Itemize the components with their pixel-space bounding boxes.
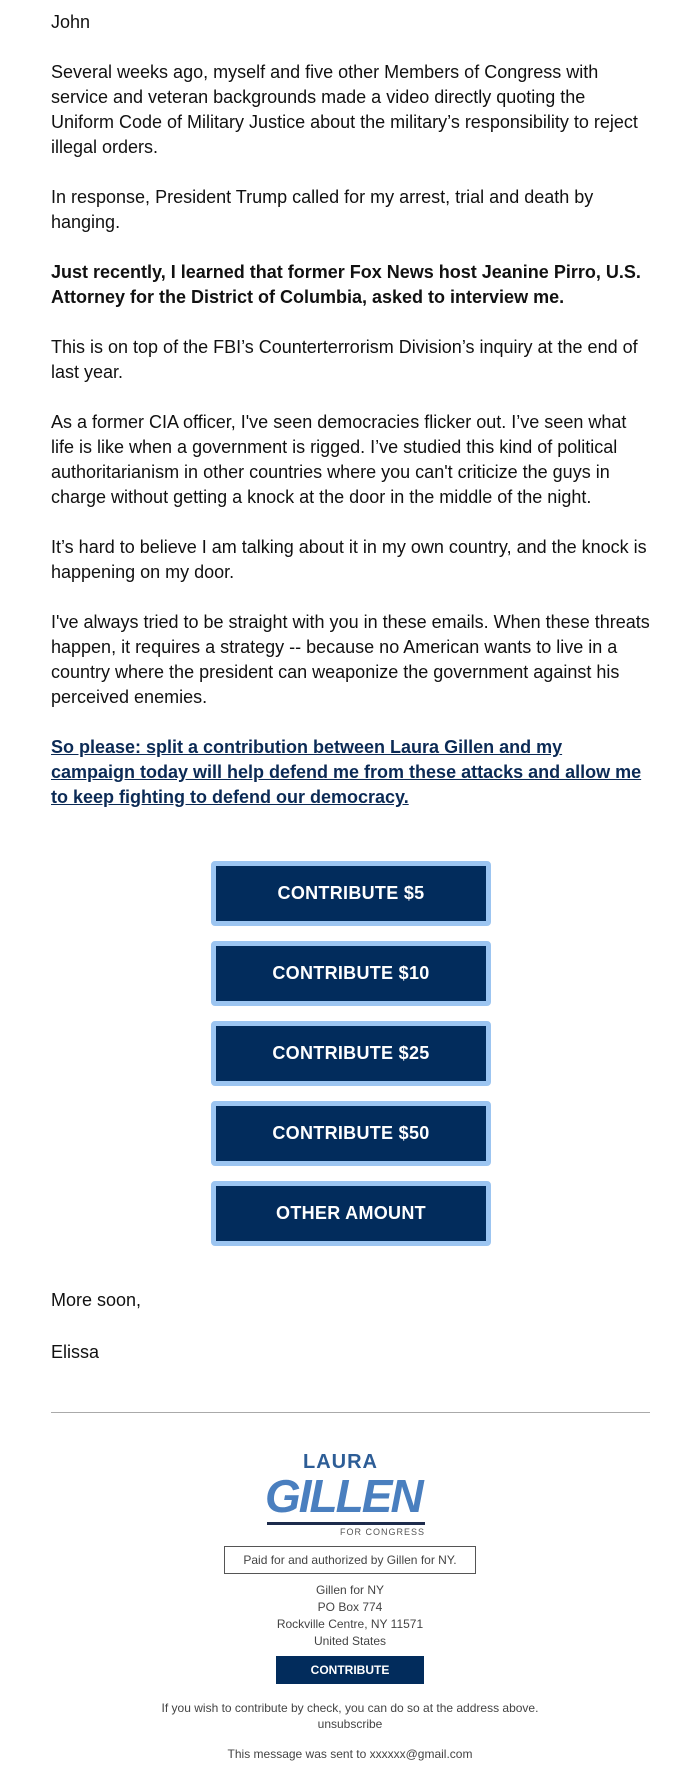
signoff: More soon, (51, 1290, 142, 1310)
other-amount-button[interactable]: OTHER AMOUNT (211, 1181, 491, 1246)
logo-sub-text: FOR CONGRESS (339, 1527, 425, 1537)
paragraph-bold: Just recently, I learned that former Fox News host Jeanine Pirro, U.S. Attorney for the District of Columbia, asked to interview me. (51, 262, 641, 307)
contribution-buttons (211, 861, 491, 1261)
check-note: If you wish to contribute by check, you can do so at the address above. (161, 1701, 539, 1715)
logo-main-text: GILLEN (265, 1470, 422, 1522)
address-line: PO Box 774 (317, 1600, 383, 1614)
contribute-50-button[interactable]: CONTRIBUTE $50 (211, 1101, 491, 1166)
paragraph: Several weeks ago, myself and five other Members of Congress with service and veteran backgrounds made a video directly quoting the Uniform Code of Military Justice about the military’s responsibility to reject illegal orders. (51, 62, 638, 157)
contribute-10-button[interactable]: CONTRIBUTE $10 (211, 941, 491, 1006)
paragraph: It’s hard to believe I am talking about it in my own country, and the knock is happening on my door. (51, 537, 647, 582)
address-line: United States (313, 1634, 387, 1648)
divider (51, 1412, 650, 1413)
logo-top-text: LAURA (303, 1451, 378, 1473)
logo-underline (267, 1522, 425, 1525)
paid-for-disclaimer: Paid for and authorized by Gillen for NY. (224, 1546, 476, 1574)
address-line: Rockville Centre, NY 11571 (276, 1617, 424, 1631)
mailing-address (0, 1582, 700, 1650)
contribute-25-button[interactable]: CONTRIBUTE $25 (211, 1021, 491, 1086)
footer (0, 1452, 700, 1762)
address-line: Gillen for NY (315, 1583, 385, 1597)
paragraph: As a former CIA officer, I've seen democracies flicker out. I’ve seen what life is like when a government is rigged. I’ve studied this kind of political authoritarianism in other countries where you can't criticize the guys in charge without getting a knock at the door in the middle of the night. (51, 412, 627, 507)
greeting: John (51, 12, 91, 32)
closing (51, 1288, 141, 1392)
paragraph: In response, President Trump called for my arrest, trial and death by hanging. (51, 187, 594, 232)
contribute-5-button[interactable]: CONTRIBUTE $5 (211, 861, 491, 926)
footer-contribute-button[interactable]: CONTRIBUTE (276, 1656, 424, 1684)
contribution-link[interactable]: So please: split a contribution between Laura Gillen and my campaign today will help defend me from these attacks and allow me to keep fighting to defend our democracy. (51, 737, 642, 807)
email-body (51, 10, 651, 835)
sent-to-notice: This message was sent to xxxxxx@gmail.com (227, 1747, 473, 1761)
campaign-logo (265, 1452, 435, 1540)
paragraph: I've always tried to be straight with you in these emails. When these threats happen, it requires a strategy -- because no American wants to live in a country where the president can weaponize the government against his perceived enemies. (51, 612, 650, 707)
paragraph: This is on top of the FBI’s Counterterrorism Division’s inquiry at the end of last year. (51, 337, 638, 382)
signature: Elissa (51, 1342, 100, 1362)
unsubscribe-link[interactable]: unsubscribe (317, 1717, 383, 1731)
